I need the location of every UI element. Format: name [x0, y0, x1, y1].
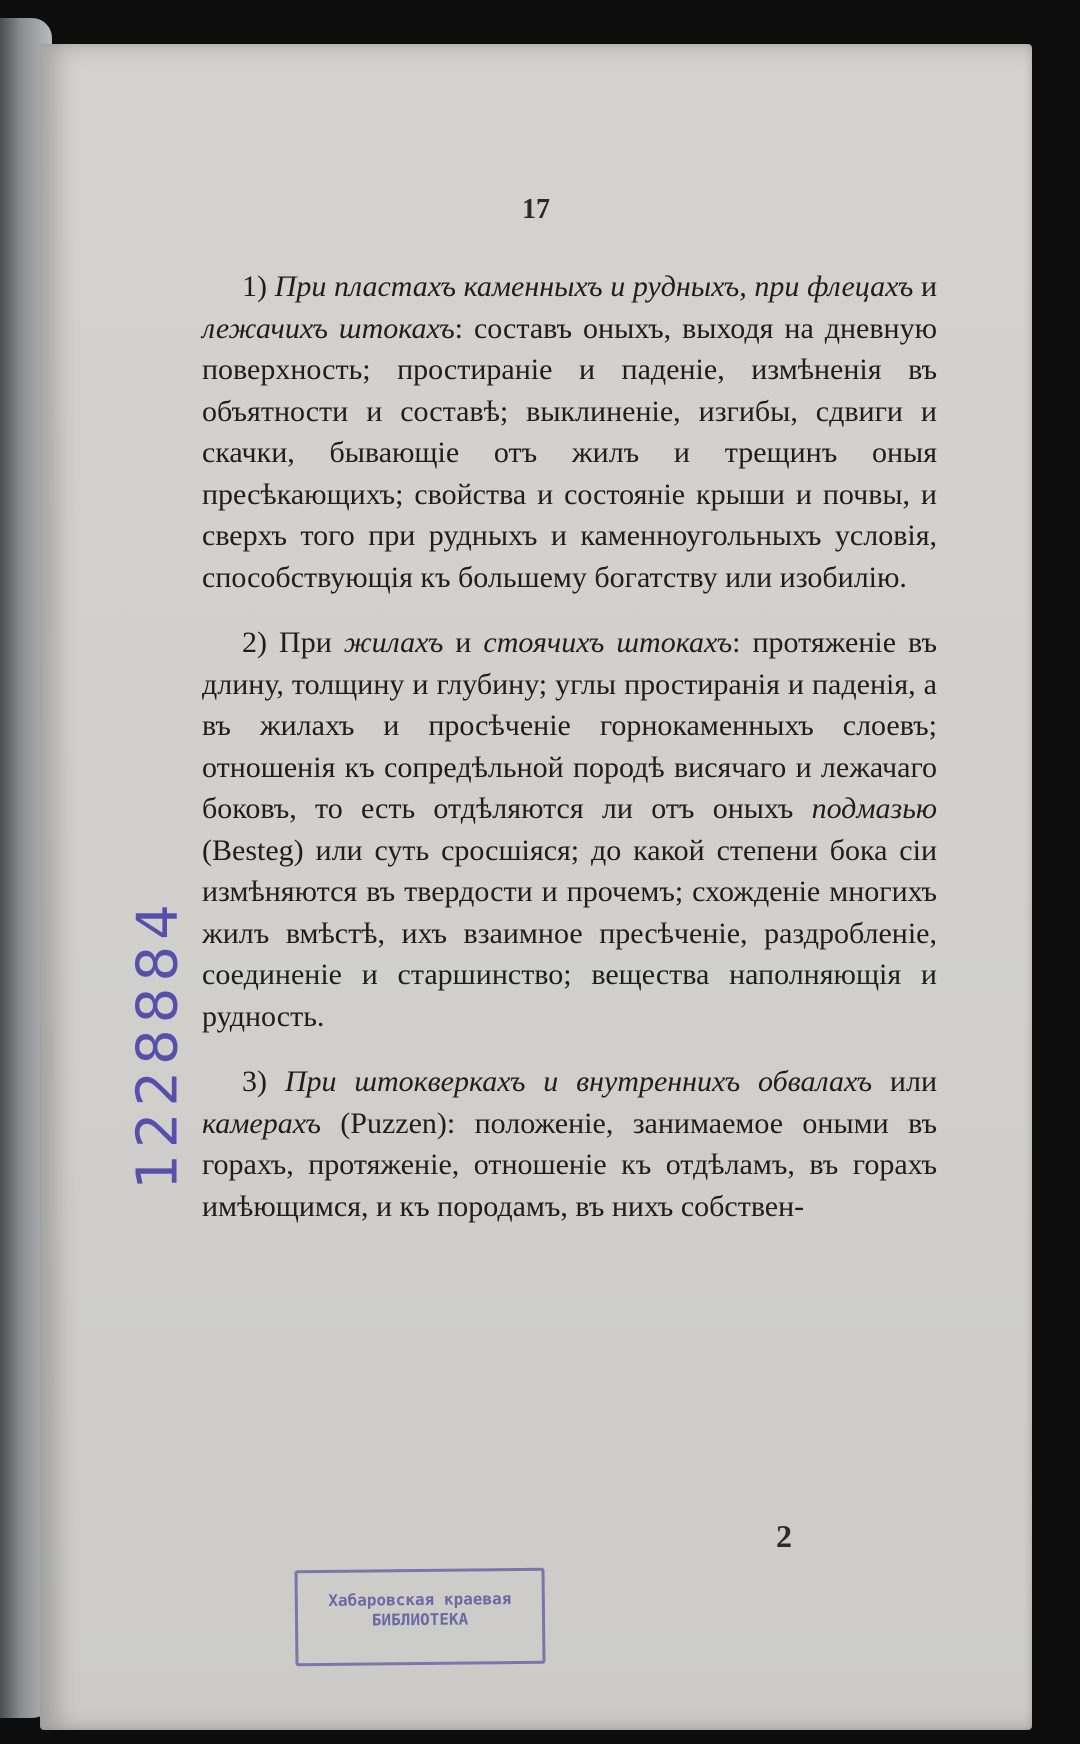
signature-mark: 2: [776, 1518, 792, 1554]
paragraph: [202, 266, 937, 598]
text-run: При: [279, 626, 344, 659]
italic-term: При пластахъ каменныхъ и рудныхъ, при флецахъ: [274, 270, 914, 303]
text-run: и: [913, 270, 937, 303]
stamp-line-2: БИБЛИОТЕКА: [371, 1609, 469, 1630]
paragraph: [202, 622, 937, 1037]
italic-term: При штокверкахъ и внутреннихъ обвалахъ: [284, 1065, 873, 1098]
italic-term: жилахъ: [343, 626, 444, 659]
text-run: (Puzzen): положеніе, занимаемое оными въ горахъ, протяженіе, отношеніе къ отдѣламъ, въ горахъ имѣющимся, и къ породамъ, въ нихъ собствен-: [202, 1106, 937, 1223]
text-run: : составъ оныхъ, выходя на дневную поверхность; простираніе и паденіе, измѣненія въ объятности и составѣ; выклиненіе, изгибы, сдвиги и скачки, бывающіе отъ жилъ и трещинъ оныя пресѣкающихъ; свойства и состояніе крыши и почвы, и сверхъ того при рудныхъ и каменноугольныхъ условія, способствующія къ большему богатству или изобилію.: [202, 311, 938, 594]
paragraph: [202, 1061, 937, 1227]
paragraph-number: 1): [242, 270, 267, 303]
text-run: и: [443, 626, 484, 659]
text-run: : протяженіе въ длину, толщину и глубину; углы простиранія и паденія, а въ жилахъ и просѣченіе горнокаменныхъ слоевъ; отношенія къ сопредѣльной породѣ висячаго и лежачаго боковъ, то есть отдѣляются ли отъ оныхъ: [202, 626, 937, 825]
body-text: [202, 266, 937, 1227]
handwritten-inventory-number: 1228884: [125, 898, 191, 1190]
italic-term: стоячихъ штокахъ: [483, 626, 733, 659]
stamp-line-1: Хабаровская краевая: [328, 1589, 512, 1610]
book-page: [40, 44, 1032, 1730]
library-stamp: [295, 1568, 546, 1667]
text-run: (Besteg) или суть сросшіяся; до какой степени бока сіи измѣняются въ твердости и прочемъ; схожденіе многихъ жилъ вмѣстѣ, ихъ взаимное пресѣченіе, раздробленіе, соединеніе и старшинство; вещества наполняющія и рудность.: [202, 833, 937, 1033]
italic-term: подмазью: [811, 792, 937, 825]
paragraph-number: 2): [242, 626, 267, 659]
paragraph-number: 3): [242, 1065, 267, 1098]
page-number: 17: [522, 194, 550, 225]
text-run: или: [872, 1065, 937, 1098]
italic-term: камерахъ: [202, 1106, 321, 1140]
italic-term: лежачихъ штокахъ: [202, 311, 455, 345]
